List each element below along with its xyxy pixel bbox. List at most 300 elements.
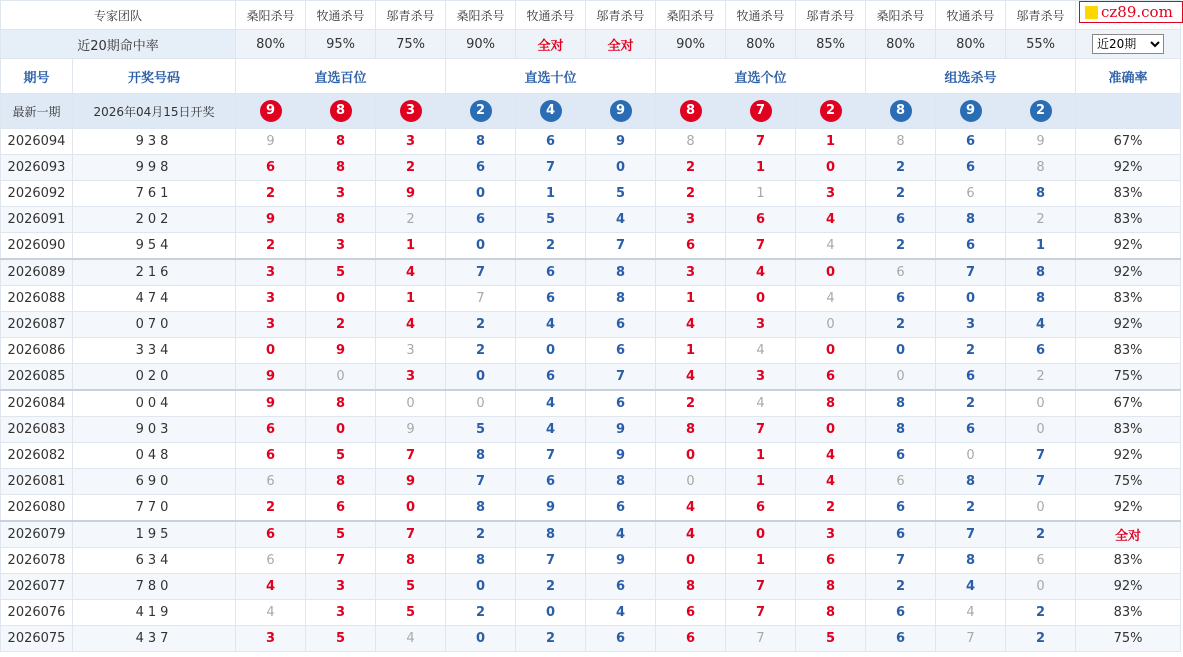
kill-number: 7 — [866, 548, 936, 574]
kill-number: 8 — [516, 521, 586, 548]
kill-number: 6 — [586, 390, 656, 417]
issue-number: 2026079 — [1, 521, 73, 548]
kill-number: 6 — [236, 548, 306, 574]
issue-number: 2026087 — [1, 312, 73, 338]
issue-number: 2026086 — [1, 338, 73, 364]
latest-ball-cell — [516, 94, 586, 129]
kill-number: 4 — [376, 312, 446, 338]
kill-number: 0 — [656, 548, 726, 574]
kill-number: 8 — [376, 548, 446, 574]
kill-number: 0 — [1006, 495, 1076, 522]
number-ball: 2 — [470, 100, 492, 122]
kill-number: 4 — [236, 574, 306, 600]
latest-issue-label: 最新一期 — [1, 94, 73, 129]
drawn-number: 020 — [73, 364, 236, 391]
table-row — [1, 312, 1181, 338]
accuracy-value: 92% — [1076, 259, 1181, 286]
latest-draw-date: 2026年04月15日开奖 — [73, 94, 236, 129]
kill-number: 9 — [376, 417, 446, 443]
kill-number: 0 — [586, 155, 656, 181]
number-ball: 9 — [260, 100, 282, 122]
kill-number: 9 — [586, 443, 656, 469]
kill-number: 4 — [516, 390, 586, 417]
table-row — [1, 390, 1181, 417]
table-row — [1, 600, 1181, 626]
kill-number: 6 — [866, 443, 936, 469]
kill-number: 8 — [306, 155, 376, 181]
accuracy-value: 67% — [1076, 390, 1181, 417]
kill-number: 9 — [236, 364, 306, 391]
accuracy-value: 83% — [1076, 600, 1181, 626]
kill-number: 8 — [446, 129, 516, 155]
drawn-number: 780 — [73, 574, 236, 600]
number-ball: 7 — [750, 100, 772, 122]
table-row — [1, 233, 1181, 260]
accuracy-value: 92% — [1076, 495, 1181, 522]
kill-number: 0 — [446, 181, 516, 207]
kill-number: 6 — [586, 338, 656, 364]
kill-number: 2 — [236, 495, 306, 522]
kill-number: 8 — [586, 469, 656, 495]
accuracy-value: 83% — [1076, 181, 1181, 207]
kill-number: 2 — [446, 600, 516, 626]
group-header-row — [1, 59, 1181, 94]
issue-number: 2026091 — [1, 207, 73, 233]
kill-number: 2 — [446, 521, 516, 548]
kill-number: 3 — [236, 312, 306, 338]
kill-number: 0 — [1006, 417, 1076, 443]
drawn-number: 690 — [73, 469, 236, 495]
kill-number: 2 — [1006, 600, 1076, 626]
expert-hit-rate: 80% — [236, 30, 306, 59]
kill-number: 4 — [236, 600, 306, 626]
kill-number: 6 — [866, 495, 936, 522]
accuracy-value: 83% — [1076, 548, 1181, 574]
expert-name: 桑阳杀号 — [446, 1, 516, 30]
group-combo-header: 组选杀号 — [866, 59, 1076, 94]
kill-number: 1 — [376, 286, 446, 312]
kill-number: 0 — [236, 338, 306, 364]
kill-number: 9 — [586, 417, 656, 443]
expert-name: 牧通杀号 — [726, 1, 796, 30]
kill-number: 0 — [516, 338, 586, 364]
kill-number: 2 — [376, 155, 446, 181]
kill-number: 3 — [306, 233, 376, 260]
kill-number: 6 — [516, 286, 586, 312]
kill-number: 4 — [516, 417, 586, 443]
kill-number: 8 — [866, 129, 936, 155]
table-row — [1, 286, 1181, 312]
number-ball: 9 — [960, 100, 982, 122]
kill-number: 0 — [446, 364, 516, 391]
kill-number: 3 — [236, 286, 306, 312]
kill-number: 0 — [306, 286, 376, 312]
kill-number: 4 — [796, 443, 866, 469]
kill-number: 4 — [656, 312, 726, 338]
kill-number: 0 — [656, 443, 726, 469]
issue-number: 2026085 — [1, 364, 73, 391]
accuracy-value: 92% — [1076, 155, 1181, 181]
kill-number: 2 — [1006, 626, 1076, 652]
kill-number: 2 — [446, 312, 516, 338]
issue-number: 2026094 — [1, 129, 73, 155]
kill-number: 4 — [376, 626, 446, 652]
site-logo[interactable] — [1079, 1, 1183, 23]
kill-number: 7 — [726, 626, 796, 652]
kill-number: 0 — [376, 390, 446, 417]
kill-number: 2 — [656, 390, 726, 417]
kill-number: 3 — [936, 312, 1006, 338]
issue-number: 2026083 — [1, 417, 73, 443]
expert-hit-rate: 全对 — [516, 30, 586, 59]
kill-number: 6 — [936, 417, 1006, 443]
kill-number: 6 — [656, 626, 726, 652]
kill-number: 8 — [936, 207, 1006, 233]
period-select-cell — [1076, 30, 1181, 59]
kill-number: 6 — [236, 155, 306, 181]
number-ball: 9 — [610, 100, 632, 122]
drawn-number: 195 — [73, 521, 236, 548]
kill-number: 6 — [796, 548, 866, 574]
latest-accuracy-cell — [1076, 94, 1181, 129]
kill-number: 3 — [376, 364, 446, 391]
kill-number: 2 — [1006, 207, 1076, 233]
kill-number: 6 — [236, 469, 306, 495]
expert-hit-rate: 80% — [936, 30, 1006, 59]
kill-number: 4 — [726, 390, 796, 417]
drawn-number: 048 — [73, 443, 236, 469]
kill-number: 3 — [236, 626, 306, 652]
latest-ball-cell — [656, 94, 726, 129]
kill-number: 0 — [446, 626, 516, 652]
kill-number: 0 — [306, 364, 376, 391]
kill-number: 0 — [446, 233, 516, 260]
kill-number: 6 — [446, 207, 516, 233]
kill-number: 4 — [656, 364, 726, 391]
accuracy-value: 92% — [1076, 574, 1181, 600]
drawn-number: 437 — [73, 626, 236, 652]
table-row — [1, 129, 1181, 155]
kill-number: 6 — [656, 233, 726, 260]
latest-ball-cell — [376, 94, 446, 129]
latest-ball-cell — [796, 94, 866, 129]
expert-name: 桑阳杀号 — [866, 1, 936, 30]
kill-number: 7 — [726, 129, 796, 155]
kill-number: 7 — [516, 443, 586, 469]
drawn-number: 634 — [73, 548, 236, 574]
table-row — [1, 364, 1181, 391]
latest-ball-cell — [936, 94, 1006, 129]
drawn-column-header: 开奖号码 — [73, 59, 236, 94]
kill-number: 9 — [376, 469, 446, 495]
kill-number: 7 — [376, 443, 446, 469]
kill-number: 4 — [586, 521, 656, 548]
kill-number: 4 — [376, 259, 446, 286]
kill-number: 2 — [796, 495, 866, 522]
kill-number: 0 — [936, 443, 1006, 469]
accuracy-value: 83% — [1076, 417, 1181, 443]
kill-number: 0 — [866, 364, 936, 391]
kill-number: 2 — [376, 207, 446, 233]
kill-number: 7 — [586, 233, 656, 260]
issue-number: 2026090 — [1, 233, 73, 260]
table-row — [1, 181, 1181, 207]
table-row — [1, 521, 1181, 548]
issue-number: 2026078 — [1, 548, 73, 574]
group-tens-header: 直选十位 — [446, 59, 656, 94]
kill-number: 5 — [306, 259, 376, 286]
number-ball: 8 — [680, 100, 702, 122]
kill-number: 0 — [376, 495, 446, 522]
kill-number: 7 — [586, 364, 656, 391]
expert-hit-rate: 55% — [1006, 30, 1076, 59]
kill-number: 4 — [656, 495, 726, 522]
accuracy-value: 75% — [1076, 364, 1181, 391]
kill-number: 4 — [726, 338, 796, 364]
kill-number: 6 — [796, 364, 866, 391]
drawn-number: 903 — [73, 417, 236, 443]
issue-number: 2026092 — [1, 181, 73, 207]
latest-ball-cell — [236, 94, 306, 129]
kill-number: 6 — [446, 155, 516, 181]
kill-number: 6 — [936, 129, 1006, 155]
kill-number: 2 — [1006, 364, 1076, 391]
drawn-number: 202 — [73, 207, 236, 233]
latest-ball-cell — [446, 94, 516, 129]
latest-ball-cell — [1006, 94, 1076, 129]
kill-number: 2 — [236, 233, 306, 260]
kill-number: 6 — [866, 600, 936, 626]
kill-number: 7 — [936, 626, 1006, 652]
kill-number: 3 — [376, 129, 446, 155]
expert-name: 牧通杀号 — [516, 1, 586, 30]
kill-number: 3 — [796, 181, 866, 207]
kill-number: 8 — [796, 600, 866, 626]
kill-number: 7 — [1006, 443, 1076, 469]
expert-name: 桑阳杀号 — [236, 1, 306, 30]
issue-number: 2026089 — [1, 259, 73, 286]
drawn-number: 419 — [73, 600, 236, 626]
kill-number: 8 — [1006, 181, 1076, 207]
kill-number: 8 — [446, 443, 516, 469]
kill-number: 3 — [726, 364, 796, 391]
kill-number: 9 — [1006, 129, 1076, 155]
kill-number: 8 — [796, 574, 866, 600]
table-row — [1, 495, 1181, 522]
kill-number: 7 — [726, 233, 796, 260]
issue-number: 2026084 — [1, 390, 73, 417]
kill-number: 1 — [376, 233, 446, 260]
hit-rate-label: 近20期命中率 — [1, 30, 236, 59]
kill-number: 4 — [516, 312, 586, 338]
group-units-header: 直选个位 — [656, 59, 866, 94]
kill-number: 5 — [796, 626, 866, 652]
table-row — [1, 417, 1181, 443]
issue-number: 2026075 — [1, 626, 73, 652]
kill-number: 4 — [586, 207, 656, 233]
kill-number: 6 — [516, 259, 586, 286]
kill-number: 6 — [866, 626, 936, 652]
table-row — [1, 574, 1181, 600]
kill-number: 6 — [866, 521, 936, 548]
kill-number: 0 — [446, 390, 516, 417]
expert-hit-rate: 80% — [726, 30, 796, 59]
expert-team-row — [1, 1, 1181, 30]
number-ball: 3 — [400, 100, 422, 122]
kill-number: 7 — [1006, 469, 1076, 495]
kill-number: 0 — [796, 155, 866, 181]
kill-number: 4 — [656, 521, 726, 548]
kill-number: 1 — [656, 338, 726, 364]
drawn-number: 004 — [73, 390, 236, 417]
kill-number: 2 — [866, 574, 936, 600]
kill-number: 4 — [796, 233, 866, 260]
kill-number: 3 — [796, 521, 866, 548]
drawn-number: 070 — [73, 312, 236, 338]
kill-number: 8 — [586, 259, 656, 286]
kill-number: 5 — [516, 207, 586, 233]
logo-square-icon — [1085, 6, 1098, 19]
kill-number: 2 — [936, 495, 1006, 522]
kill-number: 8 — [1006, 286, 1076, 312]
kill-number: 6 — [866, 286, 936, 312]
kill-number: 6 — [236, 521, 306, 548]
expert-name: 牧通杀号 — [936, 1, 1006, 30]
kill-number: 6 — [306, 495, 376, 522]
drawn-number: 761 — [73, 181, 236, 207]
kill-number: 7 — [446, 286, 516, 312]
issue-column-header: 期号 — [1, 59, 73, 94]
expert-hit-rate: 95% — [306, 30, 376, 59]
kill-number: 9 — [236, 129, 306, 155]
accuracy-value: 92% — [1076, 233, 1181, 260]
issue-number: 2026077 — [1, 574, 73, 600]
kill-number: 0 — [726, 286, 796, 312]
table-row — [1, 626, 1181, 652]
kill-number: 0 — [1006, 390, 1076, 417]
issue-number: 2026080 — [1, 495, 73, 522]
kill-number: 8 — [1006, 155, 1076, 181]
kill-number: 6 — [586, 574, 656, 600]
expert-name: 邬青杀号 — [586, 1, 656, 30]
accuracy-value: 全对 — [1076, 521, 1181, 548]
issue-number: 2026082 — [1, 443, 73, 469]
kill-number: 7 — [446, 259, 516, 286]
kill-number: 9 — [516, 495, 586, 522]
kill-number: 6 — [586, 495, 656, 522]
latest-ball-cell — [726, 94, 796, 129]
kill-number: 2 — [866, 233, 936, 260]
expert-name: 邬青杀号 — [376, 1, 446, 30]
kill-number: 5 — [376, 600, 446, 626]
latest-ball-cell — [866, 94, 936, 129]
expert-hit-rate: 90% — [656, 30, 726, 59]
kill-number: 9 — [306, 338, 376, 364]
kill-number: 6 — [236, 417, 306, 443]
kill-number: 8 — [656, 574, 726, 600]
issue-number: 2026076 — [1, 600, 73, 626]
kill-number: 2 — [446, 338, 516, 364]
kill-number: 2 — [1006, 521, 1076, 548]
kill-number: 1 — [726, 443, 796, 469]
kill-number: 1 — [726, 469, 796, 495]
kill-number: 4 — [1006, 312, 1076, 338]
expert-team-label: 专家团队 — [1, 1, 236, 30]
kill-number: 8 — [586, 286, 656, 312]
kill-number: 2 — [866, 312, 936, 338]
kill-number: 2 — [516, 626, 586, 652]
kill-number: 7 — [516, 155, 586, 181]
kill-number: 2 — [866, 181, 936, 207]
kill-number: 8 — [656, 417, 726, 443]
kill-number: 6 — [516, 364, 586, 391]
table-row — [1, 259, 1181, 286]
kill-number: 6 — [586, 312, 656, 338]
kill-number: 0 — [446, 574, 516, 600]
accuracy-value: 92% — [1076, 312, 1181, 338]
accuracy-column-header: 准确率 — [1076, 59, 1181, 94]
kill-number: 6 — [936, 181, 1006, 207]
expert-name: 邬青杀号 — [1006, 1, 1076, 30]
period-select[interactable] — [1092, 34, 1164, 54]
kill-number: 6 — [936, 233, 1006, 260]
expert-name: 邬青杀号 — [796, 1, 866, 30]
kill-number: 4 — [936, 574, 1006, 600]
kill-number: 9 — [236, 207, 306, 233]
kill-number: 6 — [866, 207, 936, 233]
kill-number: 0 — [726, 521, 796, 548]
accuracy-value: 83% — [1076, 207, 1181, 233]
issue-number: 2026088 — [1, 286, 73, 312]
kill-number: 7 — [446, 469, 516, 495]
kill-number: 6 — [586, 626, 656, 652]
kill-number: 4 — [796, 469, 866, 495]
kill-number: 8 — [306, 469, 376, 495]
drawn-number: 334 — [73, 338, 236, 364]
kill-number: 2 — [656, 181, 726, 207]
kill-number: 2 — [236, 181, 306, 207]
kill-number: 5 — [306, 626, 376, 652]
kill-number: 0 — [1006, 574, 1076, 600]
issue-number: 2026093 — [1, 155, 73, 181]
accuracy-value: 83% — [1076, 286, 1181, 312]
accuracy-value: 75% — [1076, 469, 1181, 495]
kill-number: 7 — [516, 548, 586, 574]
kill-number: 8 — [866, 390, 936, 417]
expert-hit-rate: 85% — [796, 30, 866, 59]
expert-name: 桑阳杀号 — [656, 1, 726, 30]
table-row — [1, 469, 1181, 495]
kill-number: 5 — [446, 417, 516, 443]
kill-number: 1 — [726, 155, 796, 181]
kill-number: 4 — [936, 600, 1006, 626]
kill-number: 6 — [236, 443, 306, 469]
kill-number: 3 — [306, 181, 376, 207]
table-row — [1, 155, 1181, 181]
latest-ball-cell — [306, 94, 376, 129]
kill-number: 5 — [306, 443, 376, 469]
kill-number: 3 — [376, 338, 446, 364]
kill-number: 2 — [516, 233, 586, 260]
kill-number: 2 — [656, 155, 726, 181]
kill-number: 3 — [656, 207, 726, 233]
kill-number: 1 — [656, 286, 726, 312]
number-ball: 8 — [330, 100, 352, 122]
kill-number: 0 — [796, 312, 866, 338]
accuracy-value: 83% — [1076, 338, 1181, 364]
kill-number: 0 — [866, 338, 936, 364]
table-row — [1, 548, 1181, 574]
